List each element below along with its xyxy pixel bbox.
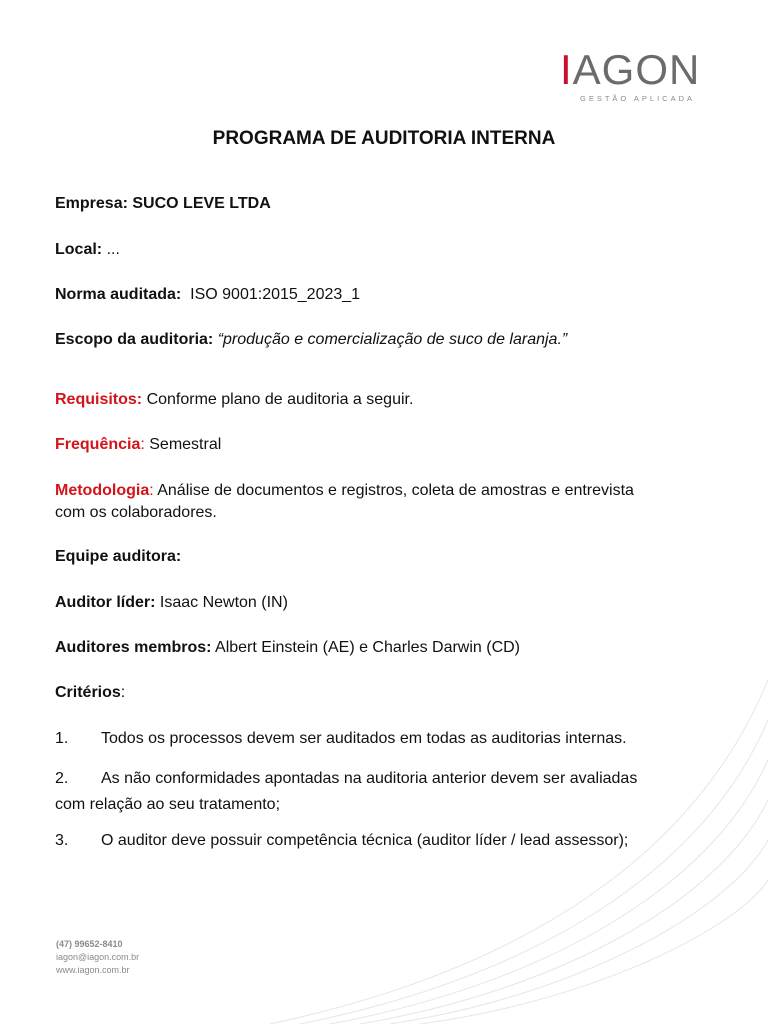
escopo-label: Escopo da auditoria:	[55, 331, 214, 348]
logo-letters: AGON	[572, 46, 701, 93]
field-requisitos	[55, 389, 715, 411]
criterios-colon: :	[120, 684, 126, 701]
lider-value: Isaac Newton (IN)	[155, 594, 288, 611]
frequencia-value: Semestral	[144, 436, 222, 453]
empresa-label: Empresa:	[55, 195, 128, 212]
criteria-number: 3.	[55, 832, 69, 849]
list-item	[55, 728, 715, 750]
field-norma	[55, 284, 715, 306]
metodologia-colon: :	[149, 482, 154, 499]
footer-email: iagon@iagon.com.br	[56, 952, 140, 962]
logo-letter-i: I	[560, 46, 573, 93]
field-escopo	[55, 329, 715, 351]
metodologia-value-cont: com os colaboradores.	[55, 504, 217, 521]
field-empresa	[55, 193, 715, 215]
frequencia-colon: :	[140, 436, 145, 453]
list-item	[55, 830, 715, 852]
requisitos-label: Requisitos:	[55, 391, 143, 408]
norma-label: Norma auditada:	[55, 286, 182, 303]
page-title: PROGRAMA DE AUDITORIA INTERNA	[212, 128, 556, 149]
criteria-number: 2.	[55, 770, 69, 787]
lider-label: Auditor líder:	[55, 594, 156, 611]
iagon-logo	[560, 48, 720, 108]
membros-value: Albert Einstein (AE) e Charles Darwin (CD)	[211, 639, 521, 656]
footer-phone: (47) 99652-8410	[56, 939, 123, 949]
field-membros	[55, 637, 715, 659]
metodologia-value: Análise de documentos e registros, coleta de amostras e entrevista	[153, 482, 634, 499]
empresa-value: SUCO LEVE LTDA	[127, 195, 271, 212]
field-equipe	[55, 546, 715, 568]
criteria-text: Todos os processos devem ser auditados em todas as auditorias internas.	[101, 730, 627, 747]
requisitos-value: Conforme plano de auditoria a seguir.	[142, 391, 414, 408]
field-local	[55, 239, 715, 261]
criteria-number: 1.	[55, 730, 69, 747]
footer-site: www.iagon.com.br	[56, 965, 130, 975]
membros-label: Auditores membros:	[55, 639, 212, 656]
criteria-text: As não conformidades apontadas na auditoria anterior devem ser avaliadas	[101, 770, 638, 787]
frequencia-label: Frequência	[55, 436, 141, 453]
list-item	[55, 766, 715, 818]
footer-contact	[56, 938, 139, 977]
norma-value: ISO 9001:2015_2023_1	[181, 286, 361, 303]
escopo-value: “produção e comercialização de suco de laranja.”	[217, 331, 568, 348]
criteria-text-cont: com relação ao seu tratamento;	[55, 796, 281, 813]
local-value: ...	[102, 241, 120, 258]
criterios-label: Critérios	[55, 684, 121, 701]
logo-tagline: GESTÃO APLICADA	[580, 94, 696, 103]
field-lider	[55, 592, 715, 614]
local-label: Local:	[55, 241, 103, 258]
field-metodologia	[55, 480, 715, 524]
field-criterios	[55, 682, 715, 704]
metodologia-label: Metodologia	[55, 482, 150, 499]
equipe-label: Equipe auditora:	[55, 548, 182, 565]
field-frequencia	[55, 434, 715, 456]
criteria-text: O auditor deve possuir competência técnica (auditor líder / lead assessor);	[101, 832, 629, 849]
